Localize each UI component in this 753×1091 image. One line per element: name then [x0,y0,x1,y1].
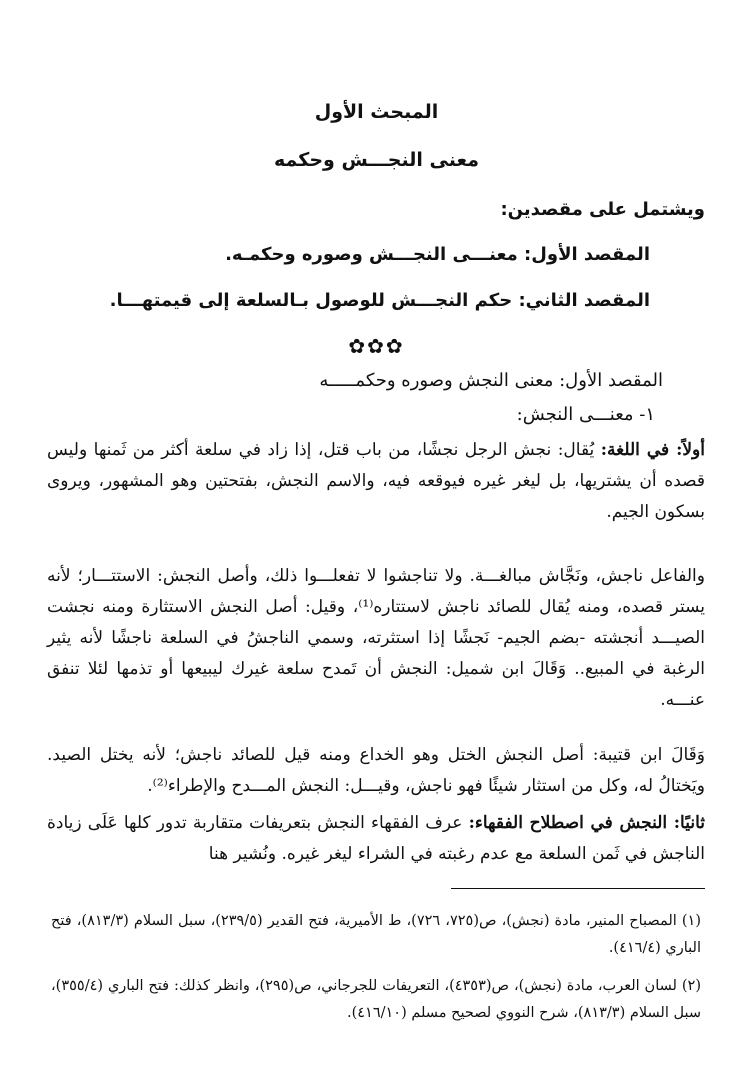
paragraph-lead: ثانيًا: النجش في اصطلاح الفقهاء: [468,813,706,833]
paragraph [47,435,705,528]
footnote: (٢) لسان العرب، مادة (نجش)، ص(٤٣٥٣)، التعريفات للجرجاني، ص(٢٩٥)، وانظر كذلك: فتح الباري (٣٥٥/٤)، سبل السلام (٨١٣/٣)، شرح النووي لصحيح مسلم (٤١٦/١٠). [51,978,701,1021]
paragraph [47,808,705,870]
paragraph-text: يُقال: نجش الرجل نجشًا، من باب قتل، إذا زاد في سلعة أكثر من ثَمنها وليس قصده أن يشتريها، بل ليغر غيره فيوقعه فيه، والاسم النجش، بفتحتين وهو المشهور، ويروى بسكون الجيم. [47,440,705,522]
paragraph-text: والفاعل ناجش، ونَجَّاش مبالغـــة. ولا تناجشوا لا تفعلـــوا ذلك، وأصل النجش: الاستتـــار؛ لأنه يستر قصده، ومنه يُقال للصائد ناجش لاستتاره⁽¹⁾، وقيل: أصل النجش الاستثارة ومنه نجشت الصيـــد أنجشته -بضم الجيم- نَجشًا إذا استثرته، وسمي الناجشُ في السلعة ناجشًا لأنه يثير الرغبة في المبيع.. وَقَالَ ابن شميل: النجش أن تَمدح سلعة غيرك ليبيعها أو تذمها لئلا تنفق عنـــه. [47,566,705,710]
paragraph-text: وَقَالَ ابن قتيبة: أصل النجش الختل وهو الخداع ومنه قيل للصائد ناجش؛ لأنه يختل الصيد. ويَختالُ له، وكل من استثار شيئًا فهو ناجش، وقيـــل: النجش المـــدح والإطراء⁽²⁾. [47,745,705,796]
aim-two: المقصد الثاني: حكم النجـــش للوصول بـالسلعة إلى قيمتهـــا. [109,290,650,311]
aim-one: المقصد الأول: معنـــى النجـــش وصوره وحكمـه. [225,244,650,265]
footnote-divider [451,888,705,889]
paragraph-lead: أولاً: في اللغة: [600,440,705,460]
paragraph [47,561,705,716]
paragraph-text: عرف الفقهاء النجش بتعريفات متقاربة تدور كلها عَلَى زيادة الناجش في ثَمن السلعة مع عدم رغبته في الشراء ليغر غيره. ونُشير هنا [47,813,705,864]
chapter-title: معنى النجـــش وحكمه [274,149,479,171]
contains-line: ويشتمل على مقصدين: [500,199,705,220]
ornament-flowers-icon: ✿✿✿ [348,334,405,358]
footnote: (١) المصباح المنير، مادة (نجش)، ص(٧٢٥، ٧٢٦)، ط الأميرية، فتح القدير (٢٣٩/٥)، سبل السلام (٨١٣/٣)، فتح الباري (٤١٦/٤). [51,913,701,956]
chapter-heading: المبحث الأول [314,101,439,123]
paragraph [47,740,705,802]
section-title: المقصد الأول: معنى النجش وصوره وحكمـــــه [319,370,663,391]
subsection-title: ١- معنـــى النجش: [516,404,655,425]
